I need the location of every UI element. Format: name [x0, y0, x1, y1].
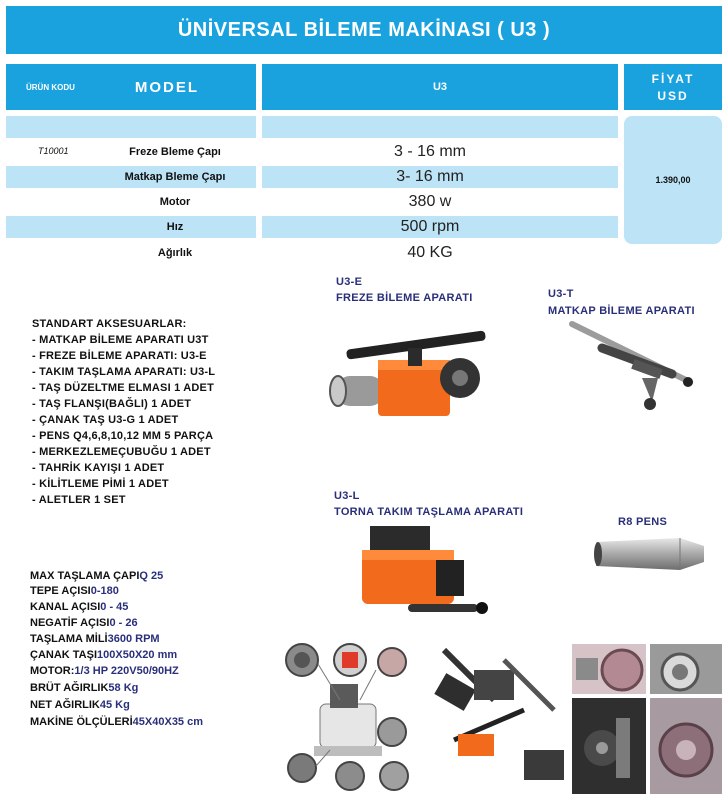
spec-label: MOTOR: [30, 665, 75, 677]
accessories-list [32, 316, 282, 508]
page-title-bar [6, 6, 722, 54]
photo-tile-motor [650, 644, 722, 694]
table-row-5-label: Ağırlık [157, 247, 193, 259]
spec-value: 3600 RPM [107, 633, 160, 645]
header-usd: USD [657, 88, 689, 103]
spec-label: TEPE AÇISI [30, 585, 91, 597]
photo-tile-tool [572, 698, 646, 794]
spec-value: 45X40X35 cm [132, 716, 204, 728]
r8-collet-image [592, 532, 708, 576]
accessory-item: - PENS Q4,6,8,10,12 MM 5 PARÇA [32, 430, 214, 442]
accessory-item: - KİLİTLEME PİMİ 1 ADET [32, 478, 169, 490]
spec-row [30, 629, 280, 645]
table-row-2-label: Matkap Bleme Çapı [124, 171, 226, 183]
specs-list [30, 566, 280, 729]
r8-name: R8 PENS [618, 516, 668, 528]
accessory-item: - TAKIM TAŞLAMA APARATI: U3-L [32, 366, 216, 378]
header-model: MODEL [134, 78, 200, 96]
spec-value: 0 - 26 [109, 617, 138, 629]
header-price-cell [624, 64, 722, 110]
table-empty-band-left [6, 116, 256, 138]
page-title: ÜNİVERSAL BİLEME MAKİNASI ( U3 ) [177, 18, 551, 41]
wheel-closeup-icon [650, 698, 722, 794]
header-model-cell [6, 64, 256, 110]
table-row-1-value: 3 - 16 mm [393, 143, 466, 160]
u3l-name: TORNA TAKIM TAŞLAMA APARATI [334, 506, 524, 518]
spec-label: TAŞLAMA MİLİ [30, 633, 108, 645]
spec-label: BRÜT AĞIRLIK [30, 682, 109, 694]
u3t-name: MATKAP BİLEME APARATI [548, 305, 695, 317]
table-row-4-value: 500 rpm [400, 218, 460, 235]
table-row-5-value: 40 KG [407, 244, 453, 261]
header-urun-kodu: ÜRÜN KODU [26, 82, 75, 92]
accessory-item: - TAŞ DÜZELTME ELMASI 1 ADET [32, 382, 215, 394]
spec-label: ÇANAK TAŞI [30, 649, 98, 661]
spec-row [30, 695, 280, 712]
accessory-item: - FREZE BİLEME APARATI: U3-E [32, 350, 207, 362]
header-model-value: U3 [432, 81, 448, 93]
u3e-name: FREZE BİLEME APARATI [336, 292, 473, 304]
u3e-fixture-image [318, 318, 504, 428]
table-empty-band-right [262, 116, 618, 138]
header-u3-cell [262, 64, 618, 110]
accessory-item: - ÇANAK TAŞ U3-G 1 ADET [32, 414, 179, 426]
table-row-3-label: Motor [159, 196, 191, 208]
accessories-heading: STANDART AKSESUARLAR: [32, 318, 187, 330]
spec-value: 0-180 [90, 585, 119, 597]
photo-tile-wheel-closeup [650, 698, 722, 794]
spec-label: MAKİNE ÖLÇÜLERİ [30, 716, 133, 728]
grinding-wheel-icon [572, 644, 646, 694]
motor-icon [650, 644, 722, 694]
accessory-item: - ALETLER 1 SET [32, 494, 126, 506]
u3t-code: U3-T [548, 288, 574, 300]
spec-row [30, 661, 280, 678]
spec-row [30, 581, 280, 597]
spec-label: MAX TAŞLAMA ÇAPI [30, 570, 140, 582]
u3t-fixture-image [562, 318, 712, 418]
spec-row [30, 566, 280, 581]
spec-value: 0 - 45 [100, 601, 129, 613]
spec-row [30, 678, 280, 695]
u3l-fixture-image [352, 522, 502, 622]
spec-value: 100X50X20 mm [97, 649, 178, 661]
spec-row [30, 712, 280, 729]
spec-value: 58 Kg [108, 682, 139, 694]
spec-row [30, 597, 280, 613]
spec-value: 45 Kg [99, 699, 130, 711]
spec-label: KANAL AÇISI [30, 601, 101, 613]
u3e-code: U3-E [336, 276, 363, 288]
u3l-code: U3-L [334, 490, 360, 502]
table-row-1-label: Freze Bleme Çapı [129, 146, 221, 158]
accessory-item: - MERKEZLEMEÇUBUĞU 1 ADET [32, 446, 211, 458]
spec-label: NET AĞIRLIK [30, 699, 100, 711]
product-code: T10001 [38, 146, 69, 156]
spec-row [30, 613, 280, 629]
accessory-item: - TAŞ FLANŞI(BAĞLI) 1 ADET [32, 398, 192, 410]
table-row-4-label: Hız [166, 221, 184, 233]
fixtures-collage-image [414, 640, 574, 792]
spec-label: NEGATİF AÇISI [30, 617, 110, 629]
table-row-3-value: 380 w [408, 193, 452, 210]
price-value: 1.390,00 [655, 175, 691, 185]
machine-collage-image [280, 640, 412, 792]
spec-value: 1/3 HP 220V50/90HZ [74, 665, 179, 677]
accessory-item: - TAHRİK KAYIŞI 1 ADET [32, 462, 165, 474]
spec-row [30, 645, 280, 661]
spec-value: Q 25 [139, 570, 164, 582]
table-row-2-value: 3- 16 mm [396, 168, 464, 185]
price-cell [624, 116, 722, 244]
header-fiyat: FİYAT [651, 71, 695, 86]
grinding-tool-icon [572, 698, 646, 794]
accessory-item: - MATKAP BİLEME APARATI U3T [32, 334, 209, 346]
photo-tile-wheel [572, 644, 646, 694]
